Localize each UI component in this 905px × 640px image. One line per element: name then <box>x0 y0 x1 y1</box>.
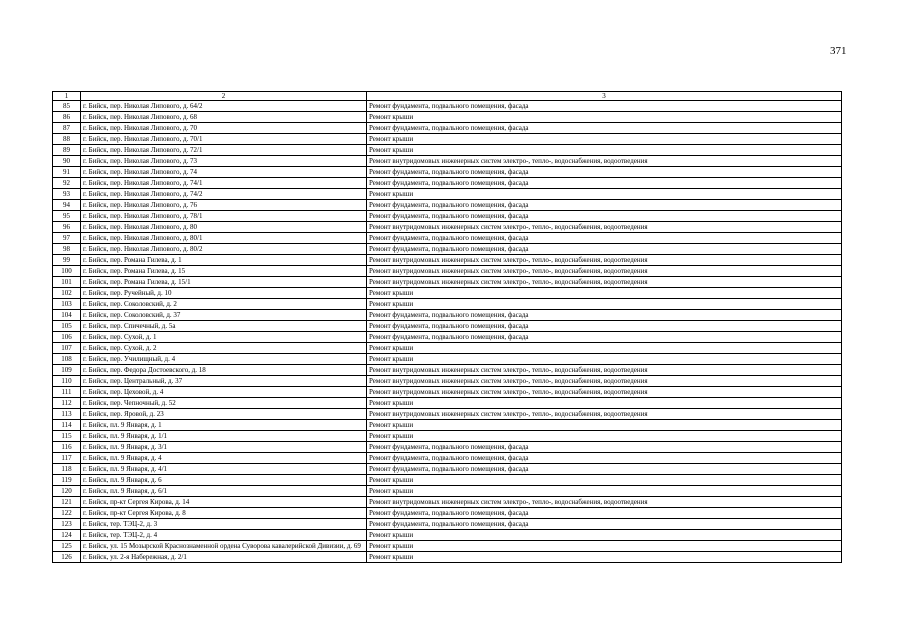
row-number: 120 <box>53 486 81 497</box>
page-number: 371 <box>830 45 847 57</box>
row-address: г. Бийск, пер. Федора Достоевского, д. 18 <box>81 365 367 376</box>
table-row <box>53 222 842 233</box>
table-row <box>53 409 842 420</box>
row-work-type: Ремонт фундамента, подвального помещения, фасада <box>367 464 842 475</box>
row-number: 100 <box>53 266 81 277</box>
row-address: г. Бийск, пер. Николая Липового, д. 72/1 <box>81 145 367 156</box>
repair-table <box>52 91 842 563</box>
row-number: 87 <box>53 123 81 134</box>
row-address: г. Бийск, пер. Цеховой, д. 4 <box>81 387 367 398</box>
table-row <box>53 376 842 387</box>
row-address: г. Бийск, пер. Николая Липового, д. 70/1 <box>81 134 367 145</box>
row-work-type: Ремонт внутридомовых инженерных систем электро-, тепло-, водоснабжения, водоотведения <box>367 277 842 288</box>
row-work-type: Ремонт крыши <box>367 145 842 156</box>
row-work-type: Ремонт внутридомовых инженерных систем электро-, тепло-, водоснабжения, водоотведения <box>367 409 842 420</box>
row-address: г. Бийск, пер. Романа Гилева, д. 1 <box>81 255 367 266</box>
row-work-type: Ремонт крыши <box>367 486 842 497</box>
table-row <box>53 134 842 145</box>
row-address: г. Бийск, пер. Николая Липового, д. 80/1 <box>81 233 367 244</box>
table-row <box>53 167 842 178</box>
row-work-type: Ремонт фундамента, подвального помещения, фасада <box>367 442 842 453</box>
table-row <box>53 453 842 464</box>
row-address: г. Бийск, пер. Николая Липового, д. 74 <box>81 167 367 178</box>
row-number: 103 <box>53 299 81 310</box>
row-work-type: Ремонт внутридомовых инженерных систем электро-, тепло-, водоснабжения, водоотведения <box>367 266 842 277</box>
row-work-type: Ремонт крыши <box>367 530 842 541</box>
row-work-type: Ремонт внутридомовых инженерных систем электро-, тепло-, водоснабжения, водоотведения <box>367 387 842 398</box>
row-work-type: Ремонт фундамента, подвального помещения, фасада <box>367 332 842 343</box>
table-row <box>53 365 842 376</box>
row-number: 99 <box>53 255 81 266</box>
table-row <box>53 420 842 431</box>
row-work-type: Ремонт фундамента, подвального помещения, фасада <box>367 244 842 255</box>
row-number: 113 <box>53 409 81 420</box>
table-row <box>53 233 842 244</box>
row-number: 123 <box>53 519 81 530</box>
row-address: г. Бийск, пер. Романа Гилева, д. 15 <box>81 266 367 277</box>
row-work-type: Ремонт фундамента, подвального помещения, фасада <box>367 178 842 189</box>
row-address: г. Бийск, пер. Николая Липового, д. 74/2 <box>81 189 367 200</box>
row-work-type: Ремонт фундамента, подвального помещения, фасада <box>367 167 842 178</box>
row-number: 117 <box>53 453 81 464</box>
row-number: 110 <box>53 376 81 387</box>
table-row <box>53 486 842 497</box>
row-work-type: Ремонт крыши <box>367 343 842 354</box>
row-work-type: Ремонт внутридомовых инженерных систем электро-, тепло-, водоснабжения, водоотведения <box>367 255 842 266</box>
table-row <box>53 475 842 486</box>
row-work-type: Ремонт фундамента, подвального помещения, фасада <box>367 200 842 211</box>
table-row <box>53 387 842 398</box>
row-address: г. Бийск, пер. Соколовский, д. 2 <box>81 299 367 310</box>
row-address: г. Бийск, пер. Спичечный, д. 5а <box>81 321 367 332</box>
row-number: 114 <box>53 420 81 431</box>
row-work-type: Ремонт фундамента, подвального помещения, фасада <box>367 453 842 464</box>
row-address: г. Бийск, пер. Чепночный, д. 52 <box>81 398 367 409</box>
row-number: 106 <box>53 332 81 343</box>
row-work-type: Ремонт внутридомовых инженерных систем электро-, тепло-, водоснабжения, водоотведения <box>367 497 842 508</box>
row-address: г. Бийск, пер. Николая Липового, д. 80/2 <box>81 244 367 255</box>
row-address: г. Бийск, пер. Сухой, д. 2 <box>81 343 367 354</box>
row-address: г. Бийск, пл. 9 Января, д. 4 <box>81 453 367 464</box>
table-row <box>53 211 842 222</box>
row-number: 88 <box>53 134 81 145</box>
header-col-1: 1 <box>53 92 81 101</box>
row-address: г. Бийск, ул. 15 Мозырской Краснознаменной ордена Суворова кавалерийской Дивизии, д. 69 <box>81 541 367 552</box>
row-number: 105 <box>53 321 81 332</box>
row-number: 119 <box>53 475 81 486</box>
table-header-row <box>53 92 842 101</box>
table-row <box>53 530 842 541</box>
row-work-type: Ремонт крыши <box>367 354 842 365</box>
row-address: г. Бийск, пл. 9 Января, д. 6/1 <box>81 486 367 497</box>
row-address: г. Бийск, пл. 9 Января, д. 1/1 <box>81 431 367 442</box>
row-address: г. Бийск, пер. Николая Липового, д. 70 <box>81 123 367 134</box>
row-address: г. Бийск, пер. Училищный, д. 4 <box>81 354 367 365</box>
row-number: 91 <box>53 167 81 178</box>
table-row <box>53 266 842 277</box>
row-number: 85 <box>53 101 81 112</box>
table-row <box>53 112 842 123</box>
table-row <box>53 255 842 266</box>
row-number: 97 <box>53 233 81 244</box>
row-number: 94 <box>53 200 81 211</box>
row-number: 92 <box>53 178 81 189</box>
row-number: 125 <box>53 541 81 552</box>
table-row <box>53 189 842 200</box>
row-work-type: Ремонт фундамента, подвального помещения, фасада <box>367 233 842 244</box>
row-work-type: Ремонт фундамента, подвального помещения, фасада <box>367 211 842 222</box>
row-address: г. Бийск, пер. Николая Липового, д. 78/1 <box>81 211 367 222</box>
row-work-type: Ремонт внутридомовых инженерных систем электро-, тепло-, водоснабжения, водоотведения <box>367 376 842 387</box>
header-col-3: 3 <box>367 92 842 101</box>
row-address: г. Бийск, пл. 9 Января, д. 3/1 <box>81 442 367 453</box>
row-address: г. Бийск, пр-кт Сергея Кирова, д. 8 <box>81 508 367 519</box>
table-row <box>53 145 842 156</box>
table-row <box>53 123 842 134</box>
row-address: г. Бийск, пер. Николая Липового, д. 80 <box>81 222 367 233</box>
row-work-type: Ремонт крыши <box>367 288 842 299</box>
row-address: г. Бийск, пер. Ручейный, д. 10 <box>81 288 367 299</box>
table-row <box>53 442 842 453</box>
row-work-type: Ремонт крыши <box>367 552 842 563</box>
row-number: 121 <box>53 497 81 508</box>
table-row <box>53 398 842 409</box>
row-work-type: Ремонт крыши <box>367 398 842 409</box>
table-row <box>53 101 842 112</box>
table-row <box>53 332 842 343</box>
row-address: г. Бийск, тер. ТЭЦ-2, д. 3 <box>81 519 367 530</box>
row-address: г. Бийск, пер. Сухой, д. 1 <box>81 332 367 343</box>
table-row <box>53 519 842 530</box>
row-number: 98 <box>53 244 81 255</box>
row-number: 109 <box>53 365 81 376</box>
table-row <box>53 299 842 310</box>
table-row <box>53 277 842 288</box>
row-address: г. Бийск, тер. ТЭЦ-2, д. 4 <box>81 530 367 541</box>
row-work-type: Ремонт крыши <box>367 112 842 123</box>
row-work-type: Ремонт внутридомовых инженерных систем электро-, тепло-, водоснабжения, водоотведения <box>367 222 842 233</box>
row-address: г. Бийск, пер. Николая Липового, д. 64/2 <box>81 101 367 112</box>
row-address: г. Бийск, пер. Николая Липового, д. 74/1 <box>81 178 367 189</box>
row-address: г. Бийск, пер. Николая Липового, д. 68 <box>81 112 367 123</box>
row-number: 86 <box>53 112 81 123</box>
row-work-type: Ремонт крыши <box>367 420 842 431</box>
row-number: 101 <box>53 277 81 288</box>
row-work-type: Ремонт фундамента, подвального помещения, фасада <box>367 519 842 530</box>
row-work-type: Ремонт внутридомовых инженерных систем электро-, тепло-, водоснабжения, водоотведения <box>367 156 842 167</box>
row-number: 116 <box>53 442 81 453</box>
row-number: 108 <box>53 354 81 365</box>
table-row <box>53 497 842 508</box>
table-row <box>53 508 842 519</box>
row-number: 102 <box>53 288 81 299</box>
row-work-type: Ремонт внутридомовых инженерных систем электро-, тепло-, водоснабжения, водоотведения <box>367 365 842 376</box>
row-address: г. Бийск, пл. 9 Января, д. 6 <box>81 475 367 486</box>
table-row <box>53 343 842 354</box>
row-work-type: Ремонт крыши <box>367 299 842 310</box>
row-address: г. Бийск, пер. Николая Липового, д. 76 <box>81 200 367 211</box>
row-number: 115 <box>53 431 81 442</box>
row-number: 118 <box>53 464 81 475</box>
row-number: 124 <box>53 530 81 541</box>
row-address: г. Бийск, пл. 9 Января, д. 4/1 <box>81 464 367 475</box>
table-row <box>53 244 842 255</box>
table-row <box>53 552 842 563</box>
row-work-type: Ремонт фундамента, подвального помещения, фасада <box>367 101 842 112</box>
row-number: 112 <box>53 398 81 409</box>
row-work-type: Ремонт фундамента, подвального помещения, фасада <box>367 310 842 321</box>
row-work-type: Ремонт фундамента, подвального помещения, фасада <box>367 508 842 519</box>
row-work-type: Ремонт фундамента, подвального помещения, фасада <box>367 321 842 332</box>
table-row <box>53 288 842 299</box>
row-address: г. Бийск, пер. Центральный, д. 37 <box>81 376 367 387</box>
row-address: г. Бийск, пер. Соколовский, д. 37 <box>81 310 367 321</box>
row-number: 89 <box>53 145 81 156</box>
row-address: г. Бийск, ул. 2-я Набережная, д. 2/1 <box>81 552 367 563</box>
header-col-2: 2 <box>81 92 367 101</box>
row-work-type: Ремонт крыши <box>367 134 842 145</box>
row-work-type: Ремонт крыши <box>367 475 842 486</box>
row-work-type: Ремонт крыши <box>367 541 842 552</box>
row-number: 93 <box>53 189 81 200</box>
table-row <box>53 354 842 365</box>
row-number: 96 <box>53 222 81 233</box>
table-row <box>53 200 842 211</box>
row-number: 90 <box>53 156 81 167</box>
row-number: 122 <box>53 508 81 519</box>
row-number: 104 <box>53 310 81 321</box>
table-row <box>53 156 842 167</box>
row-number: 107 <box>53 343 81 354</box>
row-work-type: Ремонт фундамента, подвального помещения, фасада <box>367 123 842 134</box>
row-work-type: Ремонт крыши <box>367 431 842 442</box>
row-address: г. Бийск, пер. Николая Липового, д. 73 <box>81 156 367 167</box>
row-number: 126 <box>53 552 81 563</box>
row-address: г. Бийск, пер. Романа Гилева, д. 15/1 <box>81 277 367 288</box>
row-number: 95 <box>53 211 81 222</box>
row-address: г. Бийск, пер. Яровой, д. 23 <box>81 409 367 420</box>
row-number: 111 <box>53 387 81 398</box>
row-address: г. Бийск, пр-кт Сергея Кирова, д. 14 <box>81 497 367 508</box>
table-row <box>53 541 842 552</box>
table-row <box>53 178 842 189</box>
table-row <box>53 464 842 475</box>
table-row <box>53 431 842 442</box>
table-row <box>53 321 842 332</box>
row-work-type: Ремонт крыши <box>367 189 842 200</box>
table-row <box>53 310 842 321</box>
row-address: г. Бийск, пл. 9 Января, д. 1 <box>81 420 367 431</box>
